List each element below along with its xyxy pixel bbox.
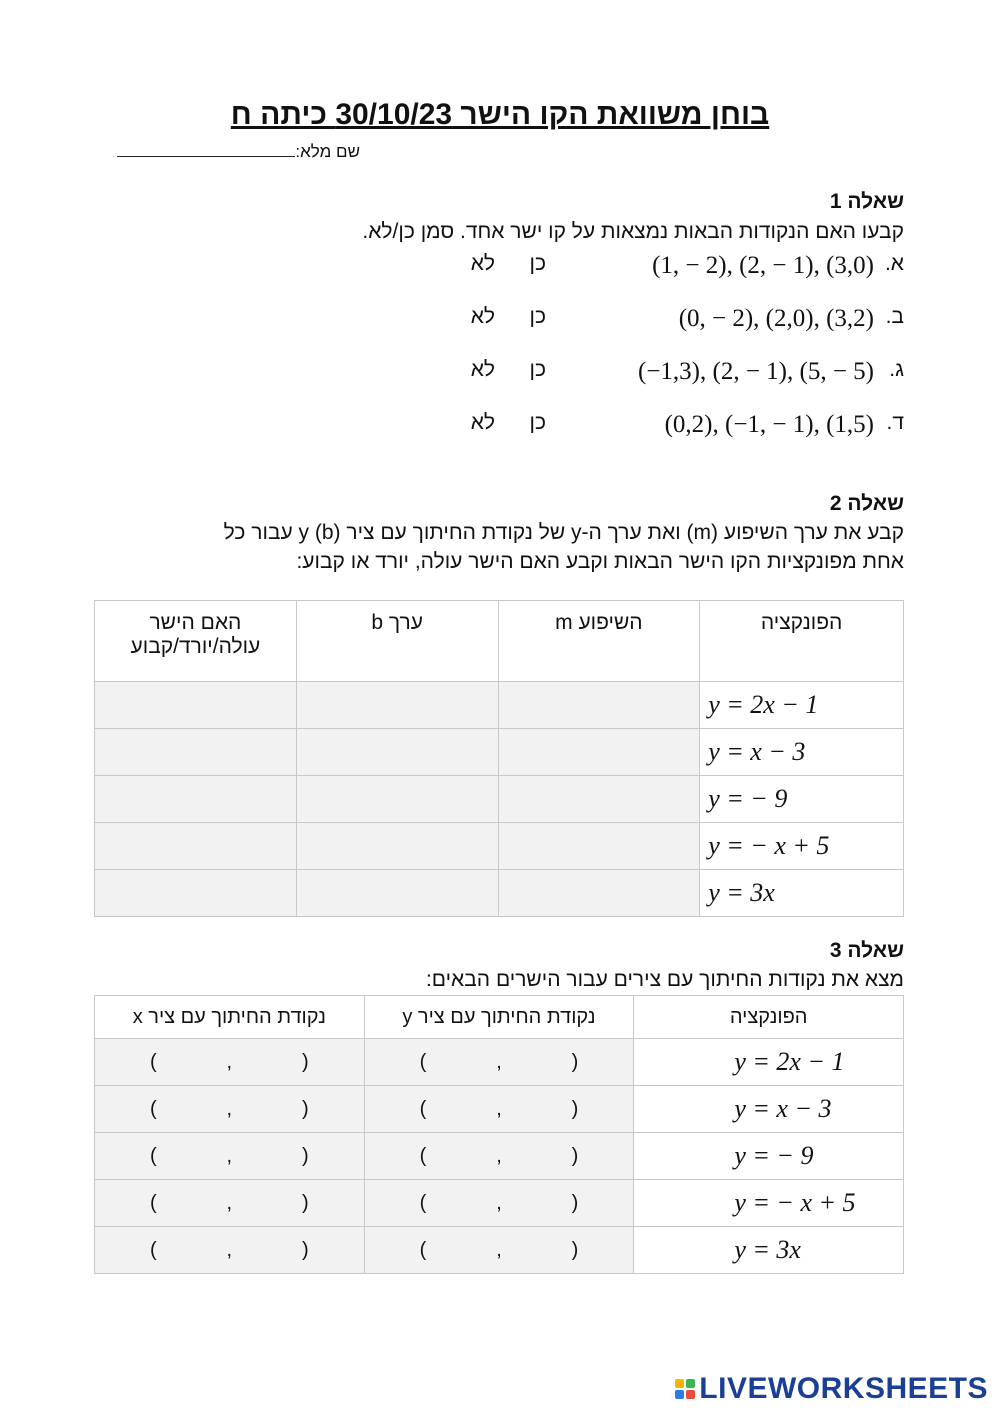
header-slope: השיפוע m xyxy=(498,601,700,682)
slope-input[interactable] xyxy=(498,870,700,917)
rising-falling-input[interactable] xyxy=(95,776,297,823)
yes-option[interactable]: כן xyxy=(529,411,546,434)
table-row xyxy=(95,1039,904,1086)
no-option[interactable]: לא xyxy=(470,305,495,328)
y-intercept-input[interactable]: ( , ) xyxy=(364,1227,634,1274)
x-intercept-input[interactable]: ( , ) xyxy=(95,1180,365,1227)
function-cell: y = − 9 xyxy=(634,1133,904,1180)
full-name-label: שם מלא: xyxy=(295,142,360,161)
q1-row xyxy=(104,252,904,292)
function-cell: y = 3x xyxy=(700,870,904,917)
header-function: הפונקציה xyxy=(700,601,904,682)
table-row xyxy=(95,1086,904,1133)
y-intercept-input[interactable]: ( , ) xyxy=(364,1180,634,1227)
function-cell: y = x − 3 xyxy=(700,729,904,776)
b-value-input[interactable] xyxy=(296,729,498,776)
question-1-instruction: קבעו האם הנקודות הבאות נמצאות על קו ישר אחד. סמן כן/לא. xyxy=(362,220,904,243)
y-intercept-input[interactable]: ( , ) xyxy=(364,1039,634,1086)
rising-falling-input[interactable] xyxy=(95,682,297,729)
b-value-input[interactable] xyxy=(296,870,498,917)
slope-input[interactable] xyxy=(498,729,700,776)
no-option[interactable]: לא xyxy=(470,358,495,381)
yes-option[interactable]: כן xyxy=(529,358,546,381)
question-2-instruction-line2: אחת מפונקציות הקו הישר הבאות וקבע האם הישר עולה, יורד או קבוע: xyxy=(296,550,904,573)
yes-option[interactable]: כן xyxy=(529,252,546,275)
table-row xyxy=(95,776,904,823)
q1-row-points: (−1,3), (2, − 1), (5, − 5) xyxy=(638,358,874,385)
rising-falling-input[interactable] xyxy=(95,870,297,917)
function-cell: y = x − 3 xyxy=(634,1086,904,1133)
q1-row-letter: ב. xyxy=(885,305,904,328)
q1-row xyxy=(104,358,904,398)
table-row xyxy=(95,1133,904,1180)
question-2-instruction-line1: קבע את ערך השיפוע (m) ואת ערך ה-y של נקודת החיתוך עם ציר y (b) עבור כל xyxy=(223,521,904,544)
slope-input[interactable] xyxy=(498,682,700,729)
function-cell: y = − x + 5 xyxy=(634,1180,904,1227)
rising-falling-input[interactable] xyxy=(95,729,297,776)
logo-mark-icon xyxy=(675,1379,695,1399)
slope-input[interactable] xyxy=(498,776,700,823)
q1-row-points: (0, − 2), (2,0), (3,2) xyxy=(678,305,874,332)
table-row xyxy=(95,823,904,870)
full-name-line[interactable] xyxy=(117,141,295,157)
no-option[interactable]: לא xyxy=(470,411,495,434)
question-3-instruction: מצא את נקודות החיתוך עם צירים עבור הישרים הבאים: xyxy=(425,968,904,991)
q1-row xyxy=(104,305,904,345)
liveworksheets-logo xyxy=(675,1372,988,1406)
q1-row-points: (0,2), (−1, − 1), (1,5) xyxy=(664,411,874,438)
function-cell: y = 2x − 1 xyxy=(634,1039,904,1086)
question-3-heading: שאלה 3 xyxy=(829,939,904,962)
question-2-table xyxy=(94,600,904,917)
question-3-table xyxy=(94,995,904,1274)
question-2-heading: שאלה 2 xyxy=(829,492,904,515)
page-title: בוחן משוואת הקו הישר 30/10/23 כיתה ח xyxy=(230,98,770,131)
slope-input[interactable] xyxy=(498,823,700,870)
q1-row-points: (1, − 2), (2, − 1), (3,0) xyxy=(652,252,874,279)
question-1-heading: שאלה 1 xyxy=(829,190,904,213)
b-value-input[interactable] xyxy=(296,682,498,729)
table-row xyxy=(95,729,904,776)
x-intercept-input[interactable]: ( , ) xyxy=(95,1039,365,1086)
function-cell: y = − 9 xyxy=(700,776,904,823)
table-row xyxy=(95,870,904,917)
q1-row-letter: ג. xyxy=(889,358,904,381)
table-row xyxy=(95,1180,904,1227)
header-b-value: ערך b xyxy=(296,601,498,682)
q1-row-letter: א. xyxy=(884,252,904,275)
y-intercept-input[interactable]: ( , ) xyxy=(364,1086,634,1133)
header-y-intercept: נקודת החיתוך עם ציר y xyxy=(364,996,634,1039)
function-cell: y = − x + 5 xyxy=(700,823,904,870)
q1-row-letter: ד. xyxy=(886,411,904,434)
b-value-input[interactable] xyxy=(296,823,498,870)
x-intercept-input[interactable]: ( , ) xyxy=(95,1133,365,1180)
full-name-field[interactable] xyxy=(117,141,360,162)
header-x-intercept: נקודת החיתוך עם ציר x xyxy=(95,996,365,1039)
b-value-input[interactable] xyxy=(296,776,498,823)
y-intercept-input[interactable]: ( , ) xyxy=(364,1133,634,1180)
rising-falling-input[interactable] xyxy=(95,823,297,870)
function-cell: y = 2x − 1 xyxy=(700,682,904,729)
header-rising-falling: האם הישר עולה/יורד/קבוע xyxy=(95,601,297,682)
x-intercept-input[interactable]: ( , ) xyxy=(95,1227,365,1274)
x-intercept-input[interactable]: ( , ) xyxy=(95,1086,365,1133)
no-option[interactable]: לא xyxy=(470,252,495,275)
q1-row xyxy=(104,411,904,451)
table-row xyxy=(95,682,904,729)
function-cell: y = 3x xyxy=(634,1227,904,1274)
header-function: הפונקציה xyxy=(634,996,904,1039)
logo-text: LIVEWORKSHEETS xyxy=(699,1372,988,1405)
yes-option[interactable]: כן xyxy=(529,305,546,328)
table-row xyxy=(95,1227,904,1274)
